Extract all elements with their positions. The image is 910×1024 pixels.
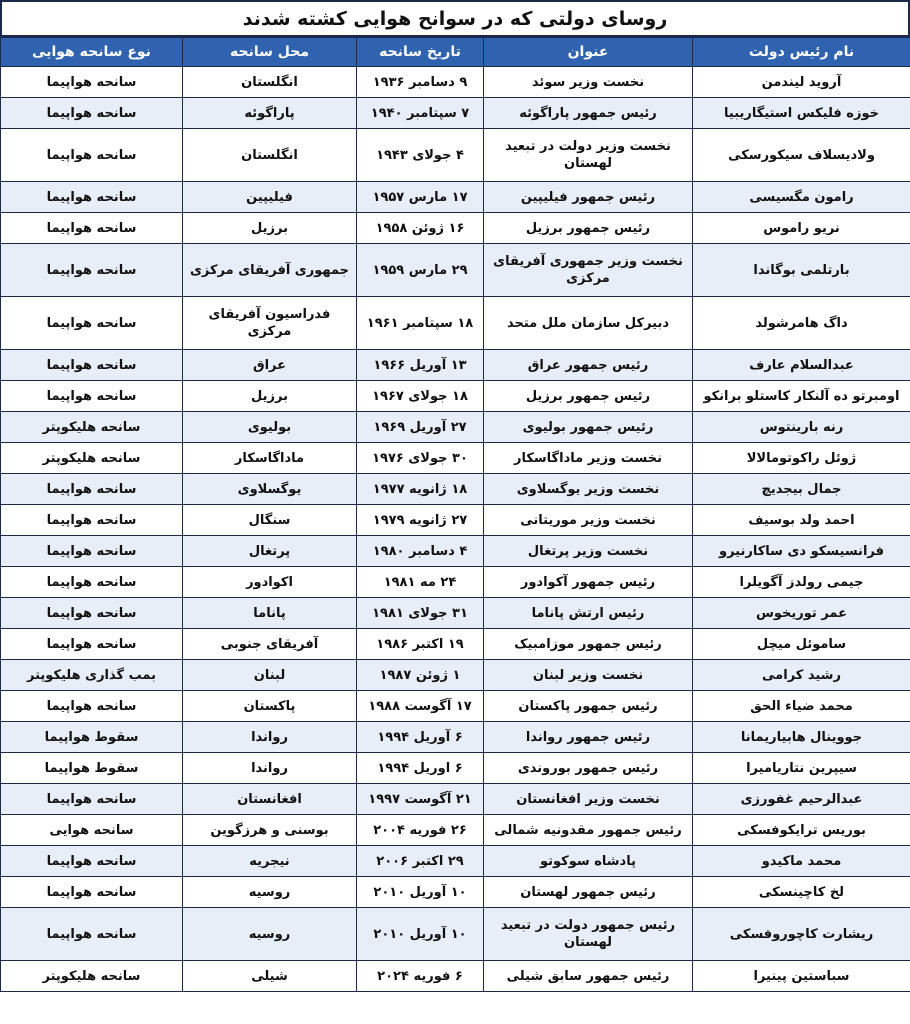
cell-title: رئیس جمهور برزیل [484, 213, 693, 244]
cell-title: رئیس جمهور سابق شیلی [484, 961, 693, 992]
cell-name: رامون مگسیسی [693, 182, 910, 213]
cell-title: رئیس جمهور برزیل [484, 381, 693, 412]
cell-date: ۱۳ آوریل ۱۹۶۶ [357, 350, 484, 381]
cell-place: برزیل [183, 213, 357, 244]
cell-type: سانحه هلیکوپتر [1, 412, 183, 443]
cell-type: سانحه هواپیما [1, 846, 183, 877]
table-row [1, 381, 910, 412]
cell-place: جمهوری آفریقای مرکزی [183, 244, 357, 297]
cell-name: احمد ولد بوسیف [693, 505, 910, 536]
cell-title: رئیس جمهور بولیوی [484, 412, 693, 443]
cell-type: سانحه هلیکوپتر [1, 443, 183, 474]
table-row [1, 753, 910, 784]
table-row [1, 67, 910, 98]
cell-name: آروید لیندمن [693, 67, 910, 98]
table-row [1, 908, 910, 961]
cell-name: عبدالسلام عارف [693, 350, 910, 381]
cell-title: نخست وزیر افغانستان [484, 784, 693, 815]
cell-name: فرانسیسکو دی ساکارنیرو [693, 536, 910, 567]
crashes-table [0, 37, 910, 992]
table-row [1, 536, 910, 567]
cell-title: پادشاه سوکوتو [484, 846, 693, 877]
cell-date: ۲۱ آگوست ۱۹۹۷ [357, 784, 484, 815]
cell-type: سانحه هواپیما [1, 67, 183, 98]
cell-place: بولیوی [183, 412, 357, 443]
header-type: نوع سانحه هوایی [1, 38, 183, 67]
cell-place: پاکستان [183, 691, 357, 722]
cell-name: لخ کاچینسکی [693, 877, 910, 908]
cell-date: ۴ جولای ۱۹۴۳ [357, 129, 484, 182]
cell-title: رئیس جمهور موزامبیک [484, 629, 693, 660]
cell-title: رئیس جمهور پاکستان [484, 691, 693, 722]
cell-date: ۱۹ اکتبر ۱۹۸۶ [357, 629, 484, 660]
cell-date: ۲۴ مه ۱۹۸۱ [357, 567, 484, 598]
table-row [1, 598, 910, 629]
cell-place: یوگسلاوی [183, 474, 357, 505]
cell-name: ژوئل راکوتومالالا [693, 443, 910, 474]
cell-title: نخست وزیر جمهوری آفریقای مرکزی [484, 244, 693, 297]
table-row [1, 629, 910, 660]
table-row [1, 213, 910, 244]
table-row [1, 443, 910, 474]
cell-title: رئیس جمهور رواندا [484, 722, 693, 753]
cell-date: ۲۹ مارس ۱۹۵۹ [357, 244, 484, 297]
header-place: محل سانحه [183, 38, 357, 67]
cell-name: جووینال هابیاریمانا [693, 722, 910, 753]
cell-title: رئیس جمهور فیلیپین [484, 182, 693, 213]
header-date: تاریخ سانحه [357, 38, 484, 67]
cell-place: فیلیپین [183, 182, 357, 213]
cell-date: ۹ دسامبر ۱۹۳۶ [357, 67, 484, 98]
table-row [1, 98, 910, 129]
cell-title: دبیرکل سازمان ملل متحد [484, 297, 693, 350]
cell-date: ۱۷ آگوست ۱۹۸۸ [357, 691, 484, 722]
table-row [1, 129, 910, 182]
cell-place: نیجریه [183, 846, 357, 877]
cell-name: ساموئل میچل [693, 629, 910, 660]
table-row [1, 660, 910, 691]
table-row [1, 244, 910, 297]
cell-date: ۱۶ ژوئن ۱۹۵۸ [357, 213, 484, 244]
cell-type: سانحه هواپیما [1, 877, 183, 908]
cell-place: ماداگاسکار [183, 443, 357, 474]
cell-title: رئیس جمهور مقدونیه شمالی [484, 815, 693, 846]
cell-type: سقوط هواپیما [1, 722, 183, 753]
cell-place: لبنان [183, 660, 357, 691]
cell-name: ولادیسلاف سیکورسکی [693, 129, 910, 182]
cell-title: نخست وزیر لبنان [484, 660, 693, 691]
cell-title: رئیس جمهور آکوادور [484, 567, 693, 598]
cell-place: انگلستان [183, 129, 357, 182]
table-row [1, 474, 910, 505]
cell-type: سانحه هوایی [1, 815, 183, 846]
cell-place: سنگال [183, 505, 357, 536]
cell-type: سانحه هواپیما [1, 784, 183, 815]
cell-name: بارتلمی بوگاندا [693, 244, 910, 297]
cell-date: ۱۷ مارس ۱۹۵۷ [357, 182, 484, 213]
cell-type: سانحه هلیکوپتر [1, 961, 183, 992]
cell-place: روسیه [183, 877, 357, 908]
cell-date: ۱۸ جولای ۱۹۶۷ [357, 381, 484, 412]
cell-type: سانحه هواپیما [1, 536, 183, 567]
table-row [1, 350, 910, 381]
cell-place: آفریقای جنوبی [183, 629, 357, 660]
cell-name: سباستین پینیرا [693, 961, 910, 992]
cell-place: انگلستان [183, 67, 357, 98]
cell-name: محمد ماکیدو [693, 846, 910, 877]
table-row [1, 722, 910, 753]
cell-date: ۳۰ جولای ۱۹۷۶ [357, 443, 484, 474]
cell-place: عراق [183, 350, 357, 381]
cell-date: ۶ اوریل ۱۹۹۴ [357, 753, 484, 784]
cell-name: بوریس ترایکوفسکی [693, 815, 910, 846]
cell-title: نخست وزیر پرتغال [484, 536, 693, 567]
cell-date: ۱۰ آوریل ۲۰۱۰ [357, 908, 484, 961]
cell-type: سانحه هواپیما [1, 129, 183, 182]
cell-date: ۱ ژوئن ۱۹۸۷ [357, 660, 484, 691]
cell-name: عبدالرحیم غفورزی [693, 784, 910, 815]
cell-date: ۲۷ ژانویه ۱۹۷۹ [357, 505, 484, 536]
cell-type: سانحه هواپیما [1, 505, 183, 536]
cell-type: سانحه هواپیما [1, 213, 183, 244]
cell-date: ۱۸ ژانویه ۱۹۷۷ [357, 474, 484, 505]
table-row [1, 412, 910, 443]
cell-type: سانحه هواپیما [1, 908, 183, 961]
cell-date: ۱۸ سپتامبر ۱۹۶۱ [357, 297, 484, 350]
cell-title: نخست وزیر موریتانی [484, 505, 693, 536]
cell-type: سانحه هواپیما [1, 474, 183, 505]
cell-title: رئیس ارتش پاناما [484, 598, 693, 629]
cell-name: اومبرتو ده آلنکار کاستلو برانکو [693, 381, 910, 412]
cell-place: پرتغال [183, 536, 357, 567]
cell-title: نخست وزیر ماداگاسکار [484, 443, 693, 474]
page-title: روسای دولتی که در سوانح هوایی کشته شدند [0, 0, 910, 37]
table-row [1, 961, 910, 992]
cell-place: برزیل [183, 381, 357, 412]
cell-name: محمد ضیاء الحق [693, 691, 910, 722]
cell-name: ریشارت کاچوروفسکی [693, 908, 910, 961]
cell-date: ۳۱ جولای ۱۹۸۱ [357, 598, 484, 629]
cell-title: رئیس جمهور پاراگوئه [484, 98, 693, 129]
cell-type: سانحه هواپیما [1, 98, 183, 129]
cell-title: نخست وزیر یوگسلاوی [484, 474, 693, 505]
table-row [1, 784, 910, 815]
cell-type: سانحه هواپیما [1, 182, 183, 213]
cell-name: سیپرین نتاریامیرا [693, 753, 910, 784]
cell-name: رنه بارینتوس [693, 412, 910, 443]
cell-name: نریو راموس [693, 213, 910, 244]
header-row [1, 38, 910, 67]
cell-place: رواندا [183, 722, 357, 753]
table-row [1, 505, 910, 536]
cell-name: جمال بیجدیچ [693, 474, 910, 505]
cell-name: عمر توریخوس [693, 598, 910, 629]
table-row [1, 297, 910, 350]
cell-name: جیمی رولدز آگویلرا [693, 567, 910, 598]
table-row [1, 567, 910, 598]
header-title: عنوان [484, 38, 693, 67]
cell-name: خوزه فلیکس استیگاریبیا [693, 98, 910, 129]
cell-type: سانحه هواپیما [1, 381, 183, 412]
cell-place: فدراسیون آفریقای مرکزی [183, 297, 357, 350]
cell-date: ۲۷ آوریل ۱۹۶۹ [357, 412, 484, 443]
cell-type: سقوط هواپیما [1, 753, 183, 784]
cell-place: پاراگوئه [183, 98, 357, 129]
cell-title: نخست وزیر سوئد [484, 67, 693, 98]
cell-type: سانحه هواپیما [1, 691, 183, 722]
cell-date: ۲۶ فوریه ۲۰۰۴ [357, 815, 484, 846]
cell-place: روسیه [183, 908, 357, 961]
cell-date: ۶ آوریل ۱۹۹۴ [357, 722, 484, 753]
cell-type: سانحه هواپیما [1, 598, 183, 629]
cell-type: سانحه هواپیما [1, 350, 183, 381]
cell-title: رئیس جمهور دولت در تبعید لهستان [484, 908, 693, 961]
cell-title: نخست وزیر دولت در تبعید لهستان [484, 129, 693, 182]
table-row [1, 877, 910, 908]
cell-place: اکوادور [183, 567, 357, 598]
cell-title: رئیس جمهور عراق [484, 350, 693, 381]
cell-date: ۱۰ آوریل ۲۰۱۰ [357, 877, 484, 908]
cell-title: رئیس جمهور لهستان [484, 877, 693, 908]
cell-type: سانحه هواپیما [1, 297, 183, 350]
cell-name: داگ هامرشولد [693, 297, 910, 350]
cell-date: ۷ سپتامبر ۱۹۴۰ [357, 98, 484, 129]
cell-place: بوسنی و هرزگوین [183, 815, 357, 846]
cell-date: ۴ دسامبر ۱۹۸۰ [357, 536, 484, 567]
cell-place: رواندا [183, 753, 357, 784]
cell-date: ۲۹ اکتبر ۲۰۰۶ [357, 846, 484, 877]
cell-title: رئیس جمهور بوروندی [484, 753, 693, 784]
table-row [1, 815, 910, 846]
cell-type: بمب گذاری هلیکوپتر [1, 660, 183, 691]
header-name: نام رئیس دولت [693, 38, 910, 67]
table-row [1, 691, 910, 722]
cell-place: شیلی [183, 961, 357, 992]
table-row [1, 182, 910, 213]
cell-place: افغانستان [183, 784, 357, 815]
cell-name: رشید کرامی [693, 660, 910, 691]
cell-type: سانحه هواپیما [1, 567, 183, 598]
table-row [1, 846, 910, 877]
cell-date: ۶ فوریه ۲۰۲۴ [357, 961, 484, 992]
cell-type: سانحه هواپیما [1, 244, 183, 297]
cell-type: سانحه هواپیما [1, 629, 183, 660]
cell-place: پاناما [183, 598, 357, 629]
